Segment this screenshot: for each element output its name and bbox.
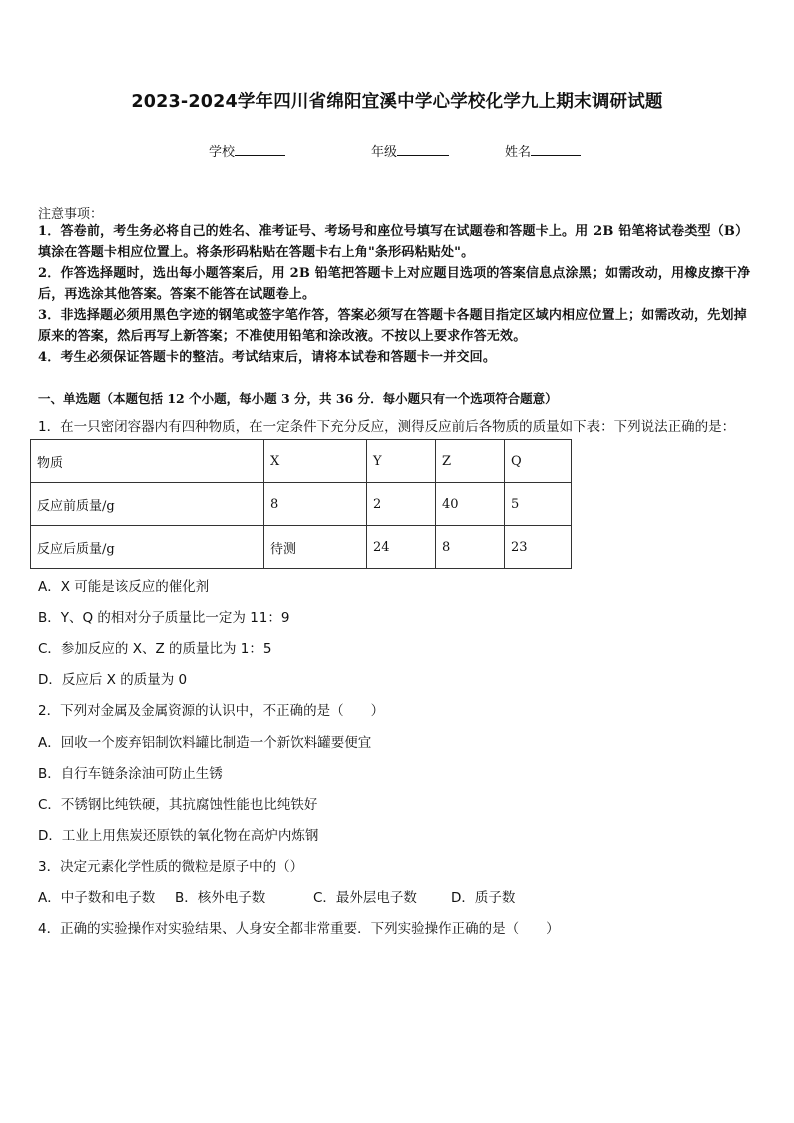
question-3-stem: 3．决定元素化学性质的微粒是原子中的（）	[38, 859, 304, 875]
note-item: 1．答卷前，考生务必将自己的姓名、准考证号、考场号和座位号填写在试题卷和答题卡上。用 2B 铅笔将试卷类型（B）填涂在答题卡相应位置上。将条形码粘贴在答题卡右上角"条形码粘贴处"。	[38, 224, 749, 260]
table-row	[31, 483, 572, 526]
school-blank[interactable]	[235, 143, 285, 156]
question-3-option-c: C．最外层电子数	[313, 890, 417, 906]
grade-label: 年级	[371, 145, 398, 160]
question-2-option-a: A．回收一个废弃铝制饮料罐比制造一个新饮料罐要便宜	[38, 735, 372, 751]
table-cell: Y	[367, 440, 436, 483]
table-cell: 物质	[31, 440, 264, 483]
notes-heading: 注意事项：	[38, 207, 104, 222]
question-4-stem: 4．正确的实验操作对实验结果、人身安全都非常重要．下列实验操作正确的是（ ）	[38, 921, 560, 937]
question-1-option-c: C．参加反应的 X、Z 的质量比为 1：5	[38, 641, 272, 657]
mass-table	[30, 439, 572, 569]
question-3-option-b: B．核外电子数	[175, 890, 266, 906]
table-cell: Q	[505, 440, 572, 483]
table-cell: X	[264, 440, 367, 483]
question-2-stem: 2．下列对金属及金属资源的认识中，不正确的是（ ）	[38, 703, 385, 719]
table-header-row	[31, 440, 572, 483]
table-row	[31, 526, 572, 569]
question-1-option-b: B．Y、Q 的相对分子质量比一定为 11：9	[38, 610, 290, 626]
name-blank[interactable]	[531, 143, 581, 156]
name-label: 姓名	[505, 145, 532, 160]
table-cell: 反应后质量/g	[31, 526, 264, 569]
question-3-option-a: A．中子数和电子数	[38, 890, 156, 906]
question-1-option-d: D．反应后 X 的质量为 0	[38, 672, 188, 688]
school-field	[209, 141, 285, 160]
table-cell: 40	[436, 483, 505, 526]
grade-blank[interactable]	[397, 143, 449, 156]
table-cell: 24	[367, 526, 436, 569]
question-2-option-d: D．工业上用焦炭还原铁的氧化物在高炉内炼钢	[38, 828, 319, 844]
question-1-stem: 1．在一只密闭容器内有四种物质，在一定条件下充分反应，测得反应前后各物质的质量如下表：下列说法正确的是：	[38, 419, 736, 435]
section-heading: 一、单选题（本题包括 12 个小题，每小题 3 分，共 36 分．每小题只有一个选项符合题意）	[38, 391, 558, 406]
note-item: 3．非选择题必须用黑色字迹的钢笔或签字笔作答，答案必须写在答题卡各题目指定区域内相应位置上；如需改动，先划掉原来的答案，然后再写上新答案；不准使用铅笔和涂改液。不按以上要求作答无效。	[38, 308, 747, 344]
note-item: 4．考生必须保证答题卡的整洁。考试结束后，请将本试卷和答题卡一并交回。	[38, 350, 497, 365]
table-cell: 8	[436, 526, 505, 569]
table-cell: 2	[367, 483, 436, 526]
note-item: 2．作答选择题时，选出每小题答案后，用 2B 铅笔把答题卡上对应题目选项的答案信息点涂黑；如需改动，用橡皮擦干净后，再选涂其他答案。答案不能答在试题卷上。	[38, 266, 751, 302]
table-cell: Z	[436, 440, 505, 483]
question-2-option-b: B．自行车链条涂油可防止生锈	[38, 766, 223, 782]
table-cell: 8	[264, 483, 367, 526]
table-cell: 待测	[264, 526, 367, 569]
grade-field	[371, 141, 449, 160]
question-1-option-a: A．X 可能是该反应的催化剂	[38, 579, 210, 595]
question-2-option-c: C．不锈钢比纯铁硬，其抗腐蚀性能也比纯铁好	[38, 797, 318, 813]
name-field	[505, 141, 581, 160]
table-cell: 反应前质量/g	[31, 483, 264, 526]
table-cell: 23	[505, 526, 572, 569]
exam-title: 2023-2024学年四川省绵阳宜溪中学心学校化学九上期末调研试题	[131, 92, 663, 112]
question-3-option-d: D．质子数	[451, 890, 516, 906]
table-cell: 5	[505, 483, 572, 526]
school-label: 学校	[209, 145, 236, 160]
